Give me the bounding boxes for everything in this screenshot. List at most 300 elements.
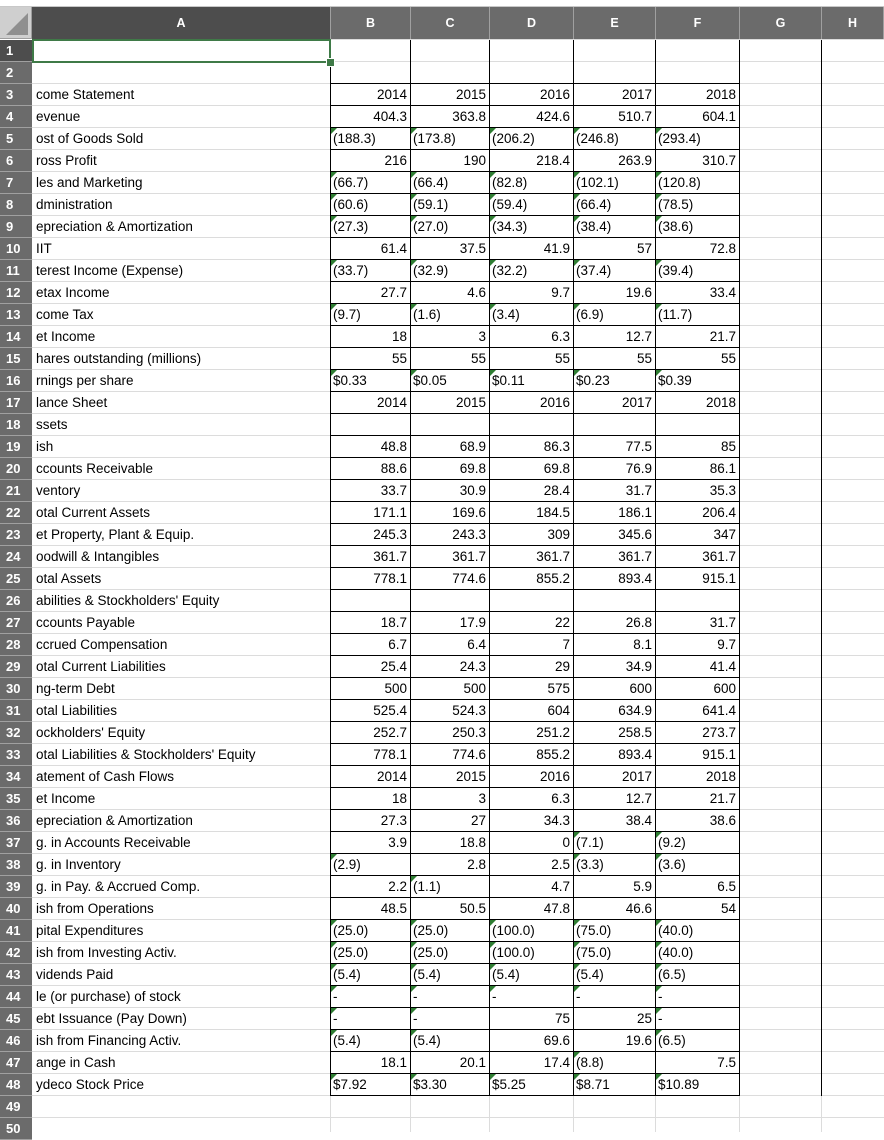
cell-value[interactable]: 7 [562,637,570,652]
cell-value[interactable]: 33.7 [380,483,407,498]
cell-value[interactable]: (6.9) [574,304,656,326]
cell-label[interactable]: ange in Cash [36,1055,116,1070]
cell-value[interactable]: 38.6 [709,813,736,828]
cell-value[interactable]: (5.4) [331,964,411,986]
cell-value[interactable]: 2017 [621,87,652,102]
row-header[interactable]: 35 [0,788,32,810]
cell-value[interactable]: 2015 [455,87,486,102]
cell-value[interactable]: 3 [478,329,486,344]
cell-value[interactable] [331,1096,411,1118]
cell-value[interactable]: 69.6 [543,1033,570,1048]
cell-label[interactable]: le (or purchase) of stock [36,989,181,1004]
cell-label[interactable]: epreciation & Amortization [36,813,193,828]
cell-value[interactable]: 2017 [621,769,652,784]
row-header[interactable]: 45 [0,1008,32,1030]
row-header[interactable]: 2 [0,62,32,84]
cell-value[interactable]: 68.9 [459,439,486,454]
cell-value[interactable] [574,414,656,436]
cell-value[interactable]: 778.1 [373,571,407,586]
cell-value[interactable]: (25.0) [331,920,411,942]
cell-value[interactable]: $5.25 [490,1074,574,1096]
row-header[interactable]: 3 [0,84,32,106]
column-header-g[interactable]: G [740,7,822,39]
row-header[interactable]: 37 [0,832,32,854]
cell-value[interactable]: 575 [547,681,570,696]
cell-value[interactable]: 6.4 [467,637,486,652]
column-header-c[interactable]: C [411,7,490,39]
cell-value[interactable]: 310.7 [702,153,736,168]
cell-value[interactable]: (38.6) [656,216,740,238]
cell-label[interactable]: abilities & Stockholders' Equity [36,593,220,608]
cell-value[interactable]: 251.2 [536,725,570,740]
cell-value[interactable]: (5.4) [411,1030,490,1052]
cell-value[interactable]: - [331,986,411,1008]
row-header[interactable]: 14 [0,326,32,348]
cell-value[interactable]: 2.5 [551,857,570,872]
row-header[interactable]: 47 [0,1052,32,1074]
row-header[interactable]: 25 [0,568,32,590]
cell-value[interactable]: 28.4 [543,483,570,498]
column-header-d[interactable]: D [490,7,574,39]
cell-value[interactable]: (173.8) [411,128,490,150]
cell-value[interactable] [411,590,490,612]
cell-value[interactable]: 6.5 [717,879,736,894]
cell-value[interactable]: 19.6 [625,285,652,300]
row-header[interactable]: 18 [0,414,32,436]
row-header[interactable]: 16 [0,370,32,392]
cell-value[interactable] [331,40,411,62]
cell-value[interactable]: 76.9 [625,461,652,476]
row-header[interactable]: 10 [0,238,32,260]
cell-value[interactable]: 75 [554,1011,570,1026]
cell-value[interactable]: (33.7) [331,260,411,282]
row-header[interactable]: 8 [0,194,32,216]
cell-label[interactable]: g. in Inventory [36,857,121,872]
cell-value[interactable]: 55 [391,351,407,366]
cell-value[interactable]: 893.4 [618,571,652,586]
row-header[interactable]: 20 [0,458,32,480]
cell-value[interactable]: 363.8 [452,109,486,124]
row-header[interactable]: 44 [0,986,32,1008]
cell-value[interactable]: 19.6 [625,1033,652,1048]
cell-value[interactable]: 4.7 [551,879,570,894]
cell-value[interactable]: (8.8) [574,1052,656,1074]
cell-value[interactable] [656,1096,740,1118]
cell-value[interactable]: 2015 [455,395,486,410]
cell-value[interactable] [331,1118,411,1140]
cell-value[interactable]: 34.3 [543,813,570,828]
cell-value[interactable]: (25.0) [411,920,490,942]
cell-label[interactable]: oodwill & Intangibles [36,549,160,564]
cell-value[interactable]: 4.6 [467,285,486,300]
cell-value[interactable]: 12.7 [625,791,652,806]
cell-value[interactable]: 424.6 [536,109,570,124]
row-header[interactable]: 15 [0,348,32,370]
cell-value[interactable]: 86.1 [709,461,736,476]
cell-value[interactable]: 88.6 [380,461,407,476]
cell-value[interactable]: 2018 [705,395,736,410]
cell-value[interactable]: 2014 [376,395,407,410]
cell-value[interactable]: $0.11 [490,370,574,392]
cell-value[interactable]: (293.4) [656,128,740,150]
cell-value[interactable]: 21.7 [709,791,736,806]
cell-value[interactable]: (9.2) [656,832,740,854]
cell-value[interactable]: $0.23 [574,370,656,392]
cell-value[interactable]: (6.5) [656,1030,740,1052]
row-header[interactable]: 34 [0,766,32,788]
cell-value[interactable]: (40.0) [656,920,740,942]
cell-label[interactable]: epreciation & Amortization [36,219,193,234]
cell-value[interactable]: 500 [463,681,486,696]
cell-value[interactable]: 55 [720,351,736,366]
cell-label[interactable]: les and Marketing [36,175,143,190]
cell-label[interactable]: dministration [36,197,113,212]
cell-value[interactable] [331,590,411,612]
cell-value[interactable]: 6.3 [551,329,570,344]
cell-value[interactable]: 2017 [621,395,652,410]
cell-value[interactable]: 2014 [376,87,407,102]
row-header[interactable]: 32 [0,722,32,744]
cell-value[interactable] [490,414,574,436]
cell-value[interactable]: 17.4 [543,1055,570,1070]
cell-label[interactable]: ish from Operations [36,901,154,916]
cell-value[interactable] [574,1118,656,1140]
cell-label[interactable]: otal Current Assets [36,505,151,520]
row-header[interactable]: 48 [0,1074,32,1096]
cell-value[interactable] [656,40,740,62]
cell-value[interactable]: 18 [391,791,407,806]
cell-value[interactable]: 184.5 [536,505,570,520]
cell-value[interactable]: 361.7 [452,549,486,564]
row-header[interactable]: 50 [0,1118,32,1140]
cell-value[interactable]: 72.8 [709,241,736,256]
cell-value[interactable]: - [574,986,656,1008]
cell-value[interactable]: (1.6) [411,304,490,326]
cell-value[interactable]: (37.4) [574,260,656,282]
cell-value[interactable]: (3.3) [574,854,656,876]
cell-value[interactable]: 6.3 [551,791,570,806]
cell-value[interactable] [656,1118,740,1140]
cell-value[interactable] [490,590,574,612]
row-header[interactable]: 22 [0,502,32,524]
cell-value[interactable] [411,40,490,62]
cell-value[interactable]: 216 [384,153,407,168]
cell-value[interactable]: 855.2 [536,571,570,586]
cell-value[interactable]: (75.0) [574,942,656,964]
cell-value[interactable]: (32.9) [411,260,490,282]
cell-value[interactable]: $0.33 [331,370,411,392]
cell-value[interactable]: 524.3 [452,703,486,718]
column-header-b[interactable]: B [331,7,411,39]
cell-value[interactable]: 171.1 [373,505,407,520]
cell-label[interactable] [32,1118,330,1140]
cell-label[interactable]: vidends Paid [36,967,114,982]
cell-label[interactable]: ccounts Receivable [36,461,154,476]
cell-value[interactable]: 55 [554,351,570,366]
cell-value[interactable]: (100.0) [490,942,574,964]
row-header[interactable]: 5 [0,128,32,150]
row-header[interactable]: 38 [0,854,32,876]
row-header[interactable]: 43 [0,964,32,986]
cell-value[interactable]: 186.1 [618,505,652,520]
cell-value[interactable] [656,414,740,436]
cell-value[interactable]: 169.6 [452,505,486,520]
cell-value[interactable]: 55 [470,351,486,366]
row-header[interactable]: 41 [0,920,32,942]
row-header[interactable]: 40 [0,898,32,920]
cell-label[interactable]: come Tax [36,307,94,322]
cell-value[interactable]: (5.4) [411,964,490,986]
cell-value[interactable]: (25.0) [411,942,490,964]
cell-value[interactable] [574,590,656,612]
cell-value[interactable]: 33.4 [709,285,736,300]
cell-label[interactable]: hares outstanding (millions) [36,351,202,366]
row-header[interactable]: 12 [0,282,32,304]
cell-label[interactable]: et Income [36,791,96,806]
cell-value[interactable] [331,414,411,436]
cell-label[interactable]: g. in Accounts Receivable [36,835,191,850]
cell-value[interactable]: - [331,1008,411,1030]
cell-value[interactable]: 50.5 [459,901,486,916]
cell-value[interactable]: 641.4 [702,703,736,718]
cell-label[interactable]: ross Profit [36,153,97,168]
cell-label[interactable]: evenue [36,109,81,124]
cell-value[interactable]: (27.3) [331,216,411,238]
cell-value[interactable]: 30.9 [459,483,486,498]
cell-label[interactable]: otal Liabilities [36,703,118,718]
cell-value[interactable]: 190 [463,153,486,168]
cell-value[interactable]: (34.3) [490,216,574,238]
cell-value[interactable]: 243.3 [452,527,486,542]
cell-value[interactable]: 8.1 [633,637,652,652]
cell-value[interactable]: 2016 [539,395,570,410]
cell-label[interactable]: otal Liabilities & Stockholders' Equity [36,747,256,762]
cell-value[interactable]: 893.4 [618,747,652,762]
cell-value[interactable]: 634.9 [618,703,652,718]
cell-value[interactable] [490,62,574,84]
cell-value[interactable]: 3.9 [388,835,407,850]
cell-value[interactable]: 3 [478,791,486,806]
cell-value[interactable]: 22 [554,615,570,630]
cell-value[interactable]: 258.5 [618,725,652,740]
row-header[interactable]: 49 [0,1096,32,1118]
cell-value[interactable]: (3.6) [656,854,740,876]
cell-value[interactable]: 35.3 [709,483,736,498]
cell-label[interactable]: IIT [36,241,52,256]
cell-value[interactable]: 9.7 [551,285,570,300]
select-all-corner[interactable] [0,7,32,39]
row-header[interactable]: 36 [0,810,32,832]
cell-value[interactable] [331,62,411,84]
cell-value[interactable]: 34.9 [625,659,652,674]
cell-value[interactable]: 604 [547,703,570,718]
cell-value[interactable]: 0 [562,835,570,850]
cell-value[interactable]: 54 [720,901,736,916]
cell-label[interactable]: come Statement [36,87,135,102]
cell-value[interactable]: (100.0) [490,920,574,942]
cell-value[interactable]: 48.5 [380,901,407,916]
cell-value[interactable]: $7.92 [331,1074,411,1096]
row-header[interactable]: 1 [0,40,32,62]
cell-label[interactable]: terest Income (Expense) [36,263,184,278]
cell-label[interactable]: ydeco Stock Price [36,1077,145,1092]
cell-value[interactable]: 273.7 [702,725,736,740]
cell-value[interactable]: 18.1 [380,1055,407,1070]
cell-value[interactable]: 361.7 [373,549,407,564]
cell-value[interactable]: (75.0) [574,920,656,942]
row-header[interactable]: 19 [0,436,32,458]
cell-value[interactable]: 86.3 [543,439,570,454]
cell-value[interactable]: 2016 [539,769,570,784]
cell-value[interactable]: 855.2 [536,747,570,762]
cell-value[interactable]: 774.6 [452,747,486,762]
column-header-e[interactable]: E [574,7,656,39]
row-header[interactable]: 46 [0,1030,32,1052]
cell-value[interactable]: 218.4 [536,153,570,168]
cell-label[interactable]: atement of Cash Flows [36,769,175,784]
cell-value[interactable]: 252.7 [373,725,407,740]
cell-label[interactable]: pital Expenditures [36,923,144,938]
cell-label[interactable]: ockholders' Equity [36,725,146,740]
cell-value[interactable] [411,1096,490,1118]
cell-value[interactable]: (5.4) [574,964,656,986]
cell-value[interactable]: 55 [636,351,652,366]
row-header[interactable]: 24 [0,546,32,568]
cell-value[interactable]: (3.4) [490,304,574,326]
cell-value[interactable]: 46.6 [625,901,652,916]
row-header[interactable]: 27 [0,612,32,634]
cell-value[interactable] [656,62,740,84]
row-header[interactable]: 28 [0,634,32,656]
cell-value[interactable]: 263.9 [618,153,652,168]
cell-label[interactable]: g. in Pay. & Accrued Comp. [36,879,201,894]
row-header[interactable]: 11 [0,260,32,282]
cell-value[interactable]: 250.3 [452,725,486,740]
cell-value[interactable]: 69.8 [459,461,486,476]
cell-value[interactable]: 41.4 [709,659,736,674]
cell-value[interactable]: 2015 [455,769,486,784]
cell-value[interactable] [574,40,656,62]
cell-value[interactable]: - [411,986,490,1008]
cell-value[interactable]: (1.1) [411,876,490,898]
row-header[interactable]: 17 [0,392,32,414]
cell-value[interactable]: 61.4 [380,241,407,256]
cell-label[interactable]: ng-term Debt [36,681,115,696]
cell-value[interactable]: 77.5 [625,439,652,454]
cell-value[interactable]: 27.7 [380,285,407,300]
cell-value[interactable]: (188.3) [331,128,411,150]
cell-value[interactable]: (66.4) [411,172,490,194]
cell-value[interactable]: 37.5 [459,241,486,256]
cell-value[interactable]: 2.8 [467,857,486,872]
cell-value[interactable]: 69.8 [543,461,570,476]
cell-value[interactable]: (5.4) [331,1030,411,1052]
cell-value[interactable]: (38.4) [574,216,656,238]
cell-value[interactable]: 27 [470,813,486,828]
cell-label[interactable]: ish [36,439,54,454]
cell-value[interactable]: (2.9) [331,854,411,876]
cell-label[interactable]: ebt Issuance (Pay Down) [36,1011,187,1026]
row-header[interactable]: 21 [0,480,32,502]
cell-value[interactable]: (7.1) [574,832,656,854]
cell-label[interactable] [32,1096,330,1118]
cell-value[interactable]: 85 [720,439,736,454]
cell-value[interactable] [411,62,490,84]
cell-value[interactable] [490,1096,574,1118]
cell-label[interactable]: ish from Investing Activ. [36,945,177,960]
column-header-h[interactable]: H [822,7,884,39]
cell-value[interactable]: (78.5) [656,194,740,216]
cell-value[interactable]: 18 [391,329,407,344]
cell-label[interactable]: ccrued Compensation [36,637,168,652]
row-header[interactable]: 31 [0,700,32,722]
cell-value[interactable] [411,414,490,436]
cell-value[interactable]: 309 [547,527,570,542]
cell-value[interactable]: 18.7 [380,615,407,630]
cell-value[interactable]: (9.7) [331,304,411,326]
cell-value[interactable]: 38.4 [625,813,652,828]
column-header-a[interactable]: A [32,7,331,39]
cell-value[interactable]: (40.0) [656,942,740,964]
cell-value[interactable]: 600 [629,681,652,696]
cell-value[interactable]: (6.5) [656,964,740,986]
cell-value[interactable]: 915.1 [702,747,736,762]
cell-value[interactable] [574,1096,656,1118]
cell-label[interactable]: et Income [36,329,96,344]
cell-value[interactable]: 500 [384,681,407,696]
cell-value[interactable]: (59.1) [411,194,490,216]
cell-label[interactable]: lance Sheet [36,395,108,410]
cell-label[interactable]: ssets [36,417,68,432]
cell-value[interactable]: 525.4 [373,703,407,718]
cell-value[interactable]: $3.30 [411,1074,490,1096]
cell-value[interactable]: 29 [554,659,570,674]
cell-value[interactable]: 361.7 [618,549,652,564]
row-header[interactable]: 4 [0,106,32,128]
cell-value[interactable]: 2014 [376,769,407,784]
cell-value[interactable]: 48.8 [380,439,407,454]
cell-value[interactable]: 206.4 [702,505,736,520]
cell-value[interactable]: 31.7 [709,615,736,630]
cell-value[interactable]: 510.7 [618,109,652,124]
cell-label[interactable]: ish from Financing Activ. [36,1033,182,1048]
cell-value[interactable]: 361.7 [536,549,570,564]
cell-value[interactable]: 404.3 [373,109,407,124]
cell-value[interactable]: 26.8 [625,615,652,630]
cell-value[interactable]: 18.8 [459,835,486,850]
cell-label[interactable]: ventory [36,483,81,498]
cell-value[interactable]: 604.1 [702,109,736,124]
row-header[interactable]: 42 [0,942,32,964]
cell-value[interactable]: - [411,1008,490,1030]
cell-value[interactable]: 47.8 [543,901,570,916]
row-header[interactable]: 39 [0,876,32,898]
cell-label[interactable]: rnings per share [36,373,134,388]
cell-value[interactable]: (25.0) [331,942,411,964]
cell-value[interactable]: (11.7) [656,304,740,326]
cell-label[interactable]: otal Current Liabilities [36,659,166,674]
cell-value[interactable]: 20.1 [459,1055,486,1070]
cell-value[interactable] [574,62,656,84]
row-header[interactable]: 7 [0,172,32,194]
cell-value[interactable]: 361.7 [702,549,736,564]
cell-value[interactable] [490,1118,574,1140]
cell-value[interactable]: (66.7) [331,172,411,194]
cell-value[interactable]: 6.7 [388,637,407,652]
cell-value[interactable] [490,40,574,62]
cell-value[interactable]: - [656,1008,740,1030]
column-header-f[interactable]: F [656,7,740,39]
